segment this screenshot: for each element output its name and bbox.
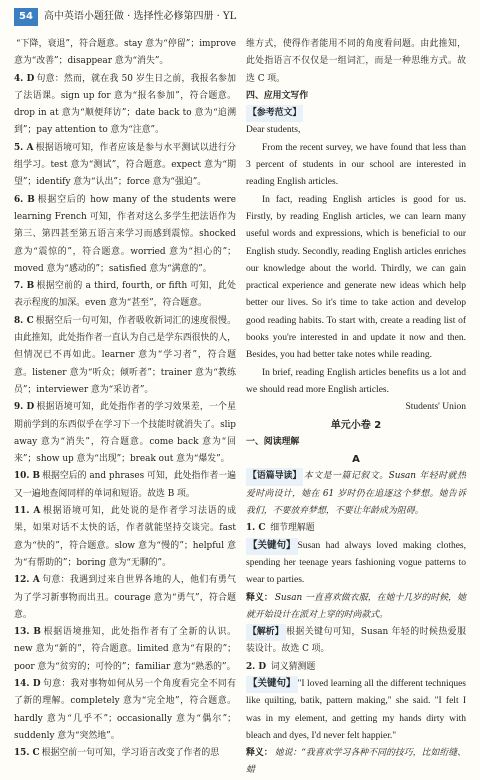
answer-item: 13. B 根据语境推知，此处指作者有了全新的认识。new 意为“新的”，符合题意。limited 意为“有限的”；poor 意为“贫穷的；可怜的”；familiar 意为“熟悉的”。	[14, 627, 236, 672]
essay-paragraph: From the recent survey, we have found that less than 3 percent of students in our school are interested in reading English articles.	[246, 142, 466, 188]
page-header	[14, 8, 466, 26]
model-essay-label: 【参考范文】	[246, 105, 303, 122]
answer-item: 11. A 根据语境可知，此处说的是作者学习法语的成果，如果对话不太快的话，作者就能坚持交谈完。fast 意为“快的”，符合题意。slow 意为“慢的”；helpful 意为“有帮助的”；boring 意为“无聊的”。	[14, 506, 236, 568]
left-column	[14, 36, 236, 762]
answer-item: 14. D 句意：我对事物如何从另一个角度看完全不同有了新的理解。completely 意为“完全地”，符合题意。hardly 意为“几乎不”；occasionally 意为“偶尔”；suddenly 意为“突然地”。	[14, 678, 236, 741]
passage-guide: 【语篇导读】 本文是一篇记叙文。Susan 年轻时就热爱时尚设计，她在 61 岁时仍在追逐这个梦想。她告诉我们，不要放弃梦想，不要让年龄成为阻碍。	[246, 468, 466, 520]
translation-1: 释义： Susan 一直喜欢做衣服，在她十几岁的时候，她就开始设计在派对上穿的时尚款式。	[246, 592, 467, 620]
answer-item: 7. B 根据空前的 a third, fourth, or fifth 可知，此处表示程度的加深。even 意为“甚至”，符合题意。	[14, 281, 236, 309]
essay-greeting: Dear students,	[246, 125, 301, 136]
book-title: 高中英语小题狂做 · 选择性必修第四册 · YL	[43, 11, 237, 22]
answer-item: “下降，衰退”，符合题意。stay 意为“停留”；improve 意为“改善”；disappear 意为“消失”。	[14, 39, 236, 67]
essay-paragraph: In fact, reading English articles is good for us. Firstly, by reading English articles, we can learn many useful words and expressions, which is beneficial to our English study. Secondly, reading English articles enriches our knowledge about the world. Thirdly, we can gain practical experience and generate new ideas which help better our lives. So it's time to take action and develop good reading habits. To start with, create a reading list of books you're interested in and update it now and then. Besides, you had better take notes while reading.	[246, 194, 466, 361]
answer-item: 8. C 根据空后一句可知，作者吸收新词汇的速度很慢。由此推知，此处指作者一直认为自己是学东西很快的人，但情况已不再如此。learner 意为“学习者”，符合题意。listener 意为“听众；倾听者”；trainer 意为“教练员”；interviewer 意为“采访者”。	[14, 315, 237, 395]
unit-title: 单元小卷 2	[330, 419, 382, 431]
key-sentence-2: 【关键句】 "I loved learning all the different techniques like quilting, batik, pattern making," she said. "I felt I was in my element, and getting my hands dirty with bleach and dyes, I'd never felt happier."	[246, 676, 466, 745]
continued-text: 维方式，使得作者能用不同的角度看问题。由此推知，此处指语言不仅仅是一组词汇，而是一种思维方式。故选 C 项。	[246, 39, 466, 84]
answer-item: 10. B 根据空后的 and phrases 可知，此处指作者一遍又一遍地查阅同样的单词和短语。故选 B 项。	[14, 471, 236, 499]
analysis-1: 【解析】 根据关键句可知，Susan 年轻的时候热爱服装设计。故选 C 项。	[246, 624, 466, 659]
passage-letter: A	[352, 454, 360, 466]
answer-item: 9. D 根据语境可知，此处指作者的学习效果差，一个星期前学到的东西似乎在学习下一个技能时就消失了。slip away 意为“消失”，符合题意。come back 意为“回来”；show up 意为“出现”；break out 意为“爆发”。	[14, 402, 236, 465]
translation-2: 释义： 她说：“我喜欢学习各种不同的技巧，比如绗缝、蜡	[246, 748, 466, 776]
key-sentence-1: 【关键句】 Susan had always loved making clothes, spending her teenage years fashioning vogue patterns to wear to parties.	[246, 538, 466, 590]
page-number: 54	[14, 8, 38, 26]
answer-item: 5. A 根据语境可知，作者应该是参与水平测试以进行分组学习。test 意为“测试”，符合题意。expect 意为“期望”；identify 意为“认出”；force 意为“强迫”。	[14, 142, 236, 188]
essay-paragraph: In brief, reading English articles benefits us a lot and we should read more English articles.	[246, 367, 466, 395]
answer-item: 15. C 根据空前一句可知，学习语言改变了作者的思	[14, 748, 220, 759]
answer-item: 6. B 根据空后的 how many of the students were learning French 可知，作者对这么多学生把法语作为第三、第四甚至第五语言来学习而感到震惊。shocked 意为“震惊的”，符合题意。worried 意为“担心的”；moved 意为“感动的”；satisfied 意为“满意的”。	[14, 194, 237, 274]
question-2: 2. D 词义猜测题	[246, 661, 316, 672]
section-title-reading: 一、阅读理解	[246, 436, 300, 447]
answer-item: 4. D 句意：然而，就在我 50 岁生日之前，我报名参加了法语课。sign up for 意为“报名参加”，符合题意。drop in at 意为“顺便拜访”；date back to 意为“追溯到”；pay attention to 意为“注意”。	[14, 73, 236, 136]
answer-item: 12. A 句意：我遇到过来自世界各地的人，他们有勇气为了学习新事物而出丑。courage 意为“勇气”，符合题意。	[14, 575, 236, 620]
section-title-writing: 四、应用文写作	[246, 90, 309, 101]
right-column	[246, 36, 466, 780]
essay-signoff: Students' Union	[405, 402, 466, 413]
question-1: 1. C 细节理解题	[246, 523, 315, 534]
